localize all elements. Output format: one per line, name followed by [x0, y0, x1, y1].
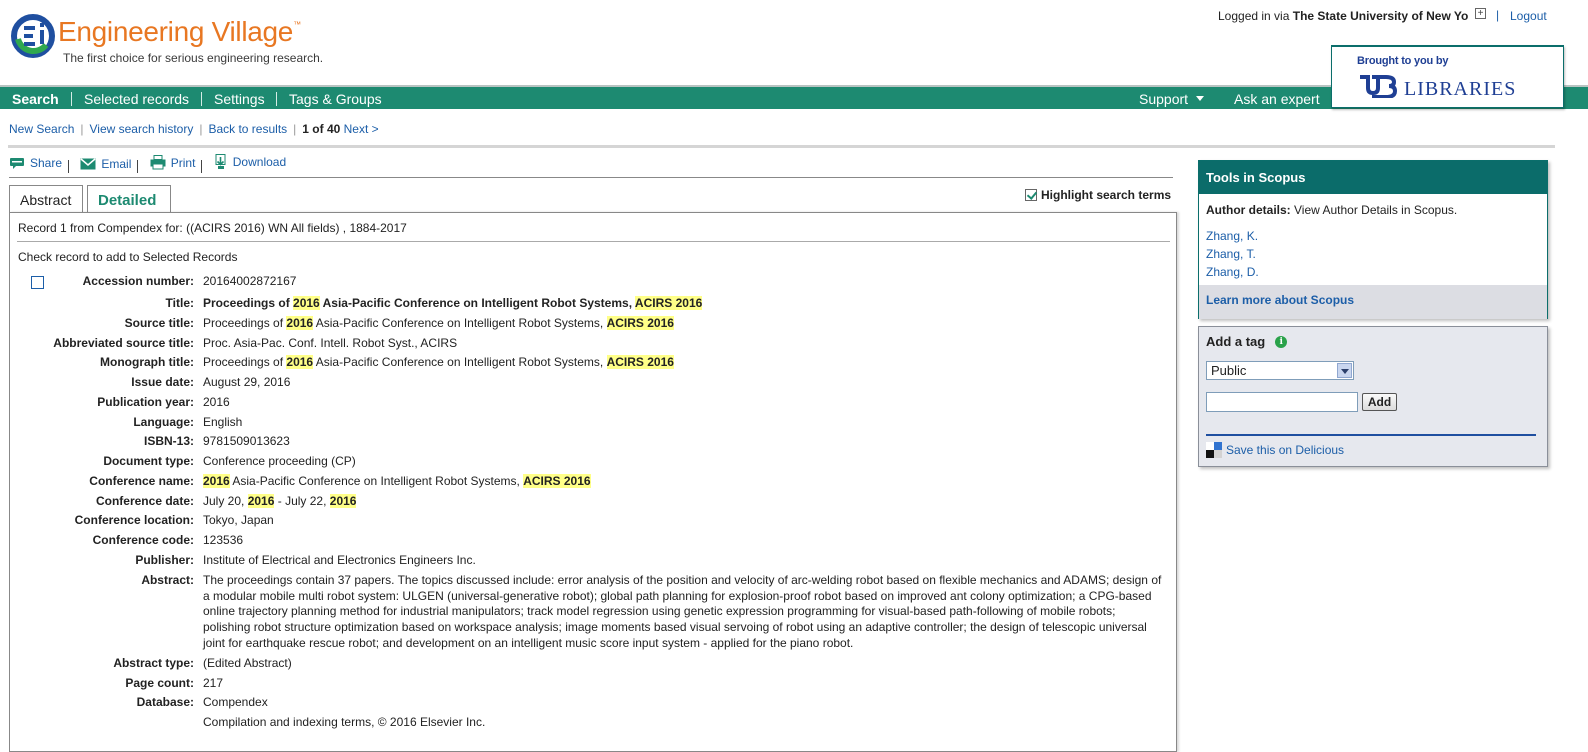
field-value: August 29, 2016: [203, 375, 291, 389]
breadcrumb: New Search | View search history | Back to results | 1 of 40 Next >: [9, 122, 379, 136]
scopus-author-link[interactable]: Zhang, D.: [1206, 265, 1259, 279]
login-status: Logged in via The State University of New Yo: [1218, 9, 1469, 23]
field-value: 20164002872167: [203, 274, 297, 288]
tag-visibility-select[interactable]: Public: [1206, 361, 1354, 380]
add-tag-title: Add a tag i: [1206, 334, 1287, 349]
conference-code-link[interactable]: 123536: [203, 533, 244, 547]
field-label: Monograph title:: [100, 355, 194, 369]
field-value: 2016: [203, 395, 230, 409]
record-source-line: Record 1 from Compendex for: ((ACIRS 2016) WN All fields) , 1884-2017: [18, 221, 407, 235]
scopus-author-link[interactable]: Zhang, K.: [1206, 229, 1259, 243]
abstract-text: The proceedings contain 37 papers. The topics discussed include: error analysis of the position and velocity of arc-welding robot based on flexible mechanics and ADAMS; design of a modular mobile multi robot system: ULGEN (universal-generative robot); global path planning for explosion-proof robot based on improved ant colony optimization; a CPG-based online trajectory planning method for industrial manipulators; track model regression using genetic expression programming for visual-based path-following of mobile robots; polishing robot structure optimization based on workspace analysis; image moments based visual servoing of robot using an adaptive controller; the design of telescopic universal joint for earthquake rescue robot; and development on an intelligent music score input system - applied for the piano robot.: [203, 573, 1162, 650]
record-position: 1 of 40: [302, 122, 341, 136]
nav-separator: [201, 92, 202, 106]
record-toolbar: [9, 154, 290, 172]
next-link[interactable]: Next >: [343, 122, 379, 136]
field-label: Abstract type:: [113, 656, 194, 670]
share-label[interactable]: Share: [30, 156, 63, 170]
nav-search[interactable]: Search: [12, 91, 59, 107]
brand-tagline: The first choice for serious engineering research.: [63, 51, 324, 65]
nav-support[interactable]: Support: [1139, 91, 1204, 107]
field-label: Conference location:: [74, 513, 194, 527]
chevron-down-icon[interactable]: [1337, 363, 1352, 378]
expand-icon[interactable]: +: [1475, 8, 1486, 19]
divider: [8, 145, 1555, 148]
caret-down-icon: [1196, 96, 1204, 101]
download-button[interactable]: [214, 154, 286, 170]
nav-settings[interactable]: Settings: [214, 91, 265, 107]
field-label: Database:: [136, 695, 194, 709]
nav-separator: [71, 92, 72, 106]
scopus-tools-panel: [1198, 160, 1548, 319]
field-value: Proc. Asia-Pac. Conf. Intell. Robot Syst., ACIRS: [203, 336, 458, 350]
field-value: Proceedings of 2016 Asia-Pacific Conference on Intelligent Robot Systems, ACIRS 2016: [203, 296, 703, 310]
field-label: Conference code:: [92, 533, 194, 547]
share-button[interactable]: [9, 156, 62, 170]
highlight-checkbox[interactable]: [1025, 189, 1037, 201]
add-tag-panel: [1198, 326, 1548, 467]
field-label: Abbreviated source title:: [53, 336, 194, 350]
tag-input[interactable]: [1206, 392, 1358, 412]
field-value: 217: [203, 676, 224, 690]
print-button[interactable]: [150, 155, 196, 170]
new-search-link[interactable]: New Search: [9, 122, 75, 136]
field-value: Tokyo, Japan: [203, 513, 274, 527]
field-label: Conference name:: [89, 474, 194, 488]
download-icon: [214, 154, 228, 170]
brought-to-you-label: Brought to you by: [1357, 55, 1449, 67]
scopus-panel-footer: [1199, 285, 1547, 319]
field-value: Institute of Electrical and Electronics Engineers Inc.: [203, 553, 476, 567]
field-label: Source title:: [124, 316, 194, 330]
logout-link[interactable]: Logout: [1510, 9, 1547, 23]
info-icon[interactable]: i: [1275, 336, 1287, 348]
scopus-author-link[interactable]: Zhang, T.: [1206, 247, 1256, 261]
field-value: English: [203, 415, 243, 429]
field-label: Abstract:: [141, 573, 194, 587]
back-to-results-link[interactable]: Back to results: [208, 122, 288, 136]
save-on-delicious-link[interactable]: [1206, 442, 1344, 458]
field-value: Compendex: [203, 695, 268, 709]
learn-more-scopus-link[interactable]: Learn more about Scopus: [1206, 293, 1355, 307]
divider: [9, 177, 1173, 178]
delicious-label[interactable]: Save this on Delicious: [1226, 443, 1345, 457]
field-value: (Edited Abstract): [203, 656, 292, 670]
field-value: Proceedings of 2016 Asia-Pacific Conference on Intelligent Robot Systems, ACIRS 2016: [203, 316, 674, 330]
nav-selected-records[interactable]: Selected records: [84, 91, 190, 107]
record-detail-panel: [9, 212, 1177, 752]
field-value: Proceedings of 2016 Asia-Pacific Conference on Intelligent Robot Systems, ACIRS 2016: [203, 355, 674, 369]
toolbar-separator: [68, 160, 69, 173]
download-label[interactable]: Download: [232, 155, 287, 169]
tab-abstract[interactable]: Abstract: [9, 185, 83, 212]
ub-libraries-label: LIBRARIES: [1404, 78, 1517, 100]
field-label: Accession number:: [82, 274, 194, 288]
scopus-panel-title: Tools in Scopus: [1199, 161, 1547, 194]
highlight-label: Highlight search terms: [1041, 188, 1172, 202]
nav-tags-groups[interactable]: Tags & Groups: [289, 91, 382, 107]
login-separator: |: [1496, 8, 1500, 22]
add-tag-button[interactable]: Add: [1362, 393, 1397, 411]
field-label: Conference date:: [95, 494, 194, 508]
isbn-link[interactable]: 9781509013623: [203, 434, 290, 448]
share-icon: [9, 156, 25, 170]
author-details-line: Author details: View Author Details in Scopus.: [1206, 203, 1458, 217]
email-label[interactable]: Email: [101, 157, 132, 171]
field-label: Issue date:: [131, 375, 194, 389]
email-button[interactable]: [80, 157, 131, 171]
check-record-note: Check record to add to Selected Records: [18, 250, 238, 264]
field-value: July 20, 2016 - July 22, 2016: [203, 494, 357, 508]
divider: [17, 241, 1170, 242]
field-label: Title:: [165, 296, 194, 310]
field-label: Page count:: [125, 676, 194, 690]
search-history-link[interactable]: View search history: [89, 122, 194, 136]
brand-title[interactable]: Engineering Village™: [58, 16, 301, 47]
field-label: Document type:: [103, 454, 194, 468]
highlight-search-terms-toggle[interactable]: [1025, 188, 1171, 202]
nav-separator: [276, 92, 277, 106]
field-value: Conference proceeding (CP): [203, 454, 356, 468]
field-label: Publication year:: [97, 395, 194, 409]
printer-icon: [150, 155, 166, 170]
toolbar-separator: [137, 160, 138, 173]
nav-ask-expert[interactable]: Ask an expert: [1234, 91, 1320, 107]
field-label: Language:: [133, 415, 194, 429]
tab-detailed[interactable]: Detailed: [87, 185, 171, 213]
divider: [1206, 434, 1536, 436]
print-label[interactable]: Print: [170, 155, 196, 170]
delicious-icon: [1206, 442, 1222, 458]
ub-logo-icon: [1358, 74, 1402, 98]
toolbar-separator: [201, 160, 202, 173]
copyright-text: Compilation and indexing terms, © 2016 Elsevier Inc.: [203, 715, 486, 729]
field-label: Publisher:: [135, 553, 194, 567]
field-label: ISBN-13:: [143, 434, 194, 448]
envelope-icon: [80, 158, 96, 170]
field-value: 2016 Asia-Pacific Conference on Intelligent Robot Systems, ACIRS 2016: [203, 474, 591, 488]
brought-to-you-box[interactable]: [1331, 45, 1564, 108]
engineering-village-logo-icon[interactable]: [10, 13, 56, 59]
